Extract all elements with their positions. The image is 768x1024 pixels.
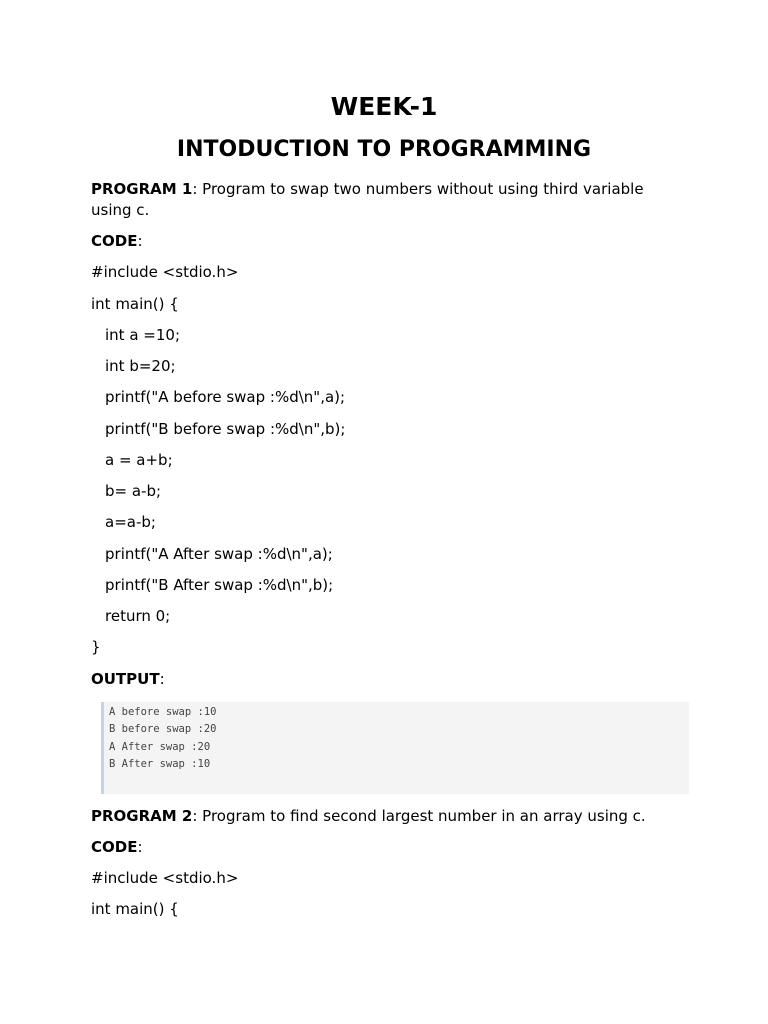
program-1-description: [91, 179, 691, 221]
program-1-output-heading: [91, 669, 691, 690]
code-line: printf("B before swap :%d\n",b);: [105, 420, 346, 438]
code-line: int b=20;: [105, 357, 176, 375]
code-line: }: [91, 638, 101, 656]
code-line: b= a-b;: [105, 482, 162, 500]
code-line: int main() {: [91, 295, 179, 313]
code-colon: :: [137, 232, 143, 250]
code-colon: :: [137, 838, 143, 856]
output-line: A before swap :10: [109, 706, 217, 718]
code-label: CODE: [91, 232, 138, 250]
program-2-label: PROGRAM 2: [91, 807, 193, 825]
code-line: #include <stdio.h>: [91, 869, 239, 887]
program-1-label: PROGRAM 1: [91, 180, 193, 198]
program-1-code-heading: [91, 231, 691, 252]
chapter-title: INTODUCTION TO PROGRAMMING: [176, 137, 592, 162]
program-2-code-heading: [91, 837, 691, 858]
code-line: a=a-b;: [105, 513, 156, 531]
code-line: int main() {: [91, 900, 179, 918]
code-line: printf("A After swap :%d\n",a);: [105, 545, 333, 563]
output-screenshot: [101, 702, 689, 794]
program-2-desc: : Program to find second largest number in an array using c.: [192, 807, 646, 825]
output-label: OUTPUT: [91, 670, 160, 688]
code-line: #include <stdio.h>: [91, 263, 239, 281]
code-label: CODE: [91, 838, 138, 856]
output-line: B before swap :20: [109, 723, 217, 735]
output-line: A After swap :20: [109, 741, 211, 753]
program-2-description: [91, 806, 691, 827]
code-line: printf("B After swap :%d\n",b);: [105, 576, 334, 594]
program-1-desc-line1: : Program to swap two numbers without using third variable: [192, 180, 644, 198]
output-colon: :: [159, 670, 165, 688]
program-1-desc-line2: using c.: [91, 201, 150, 219]
week-heading: WEEK-1: [330, 92, 438, 121]
code-line: a = a+b;: [105, 451, 173, 469]
output-line: B After swap :10: [109, 758, 211, 770]
code-line: int a =10;: [105, 326, 180, 344]
code-line: return 0;: [105, 607, 171, 625]
code-line: printf("A before swap :%d\n",a);: [105, 388, 346, 406]
